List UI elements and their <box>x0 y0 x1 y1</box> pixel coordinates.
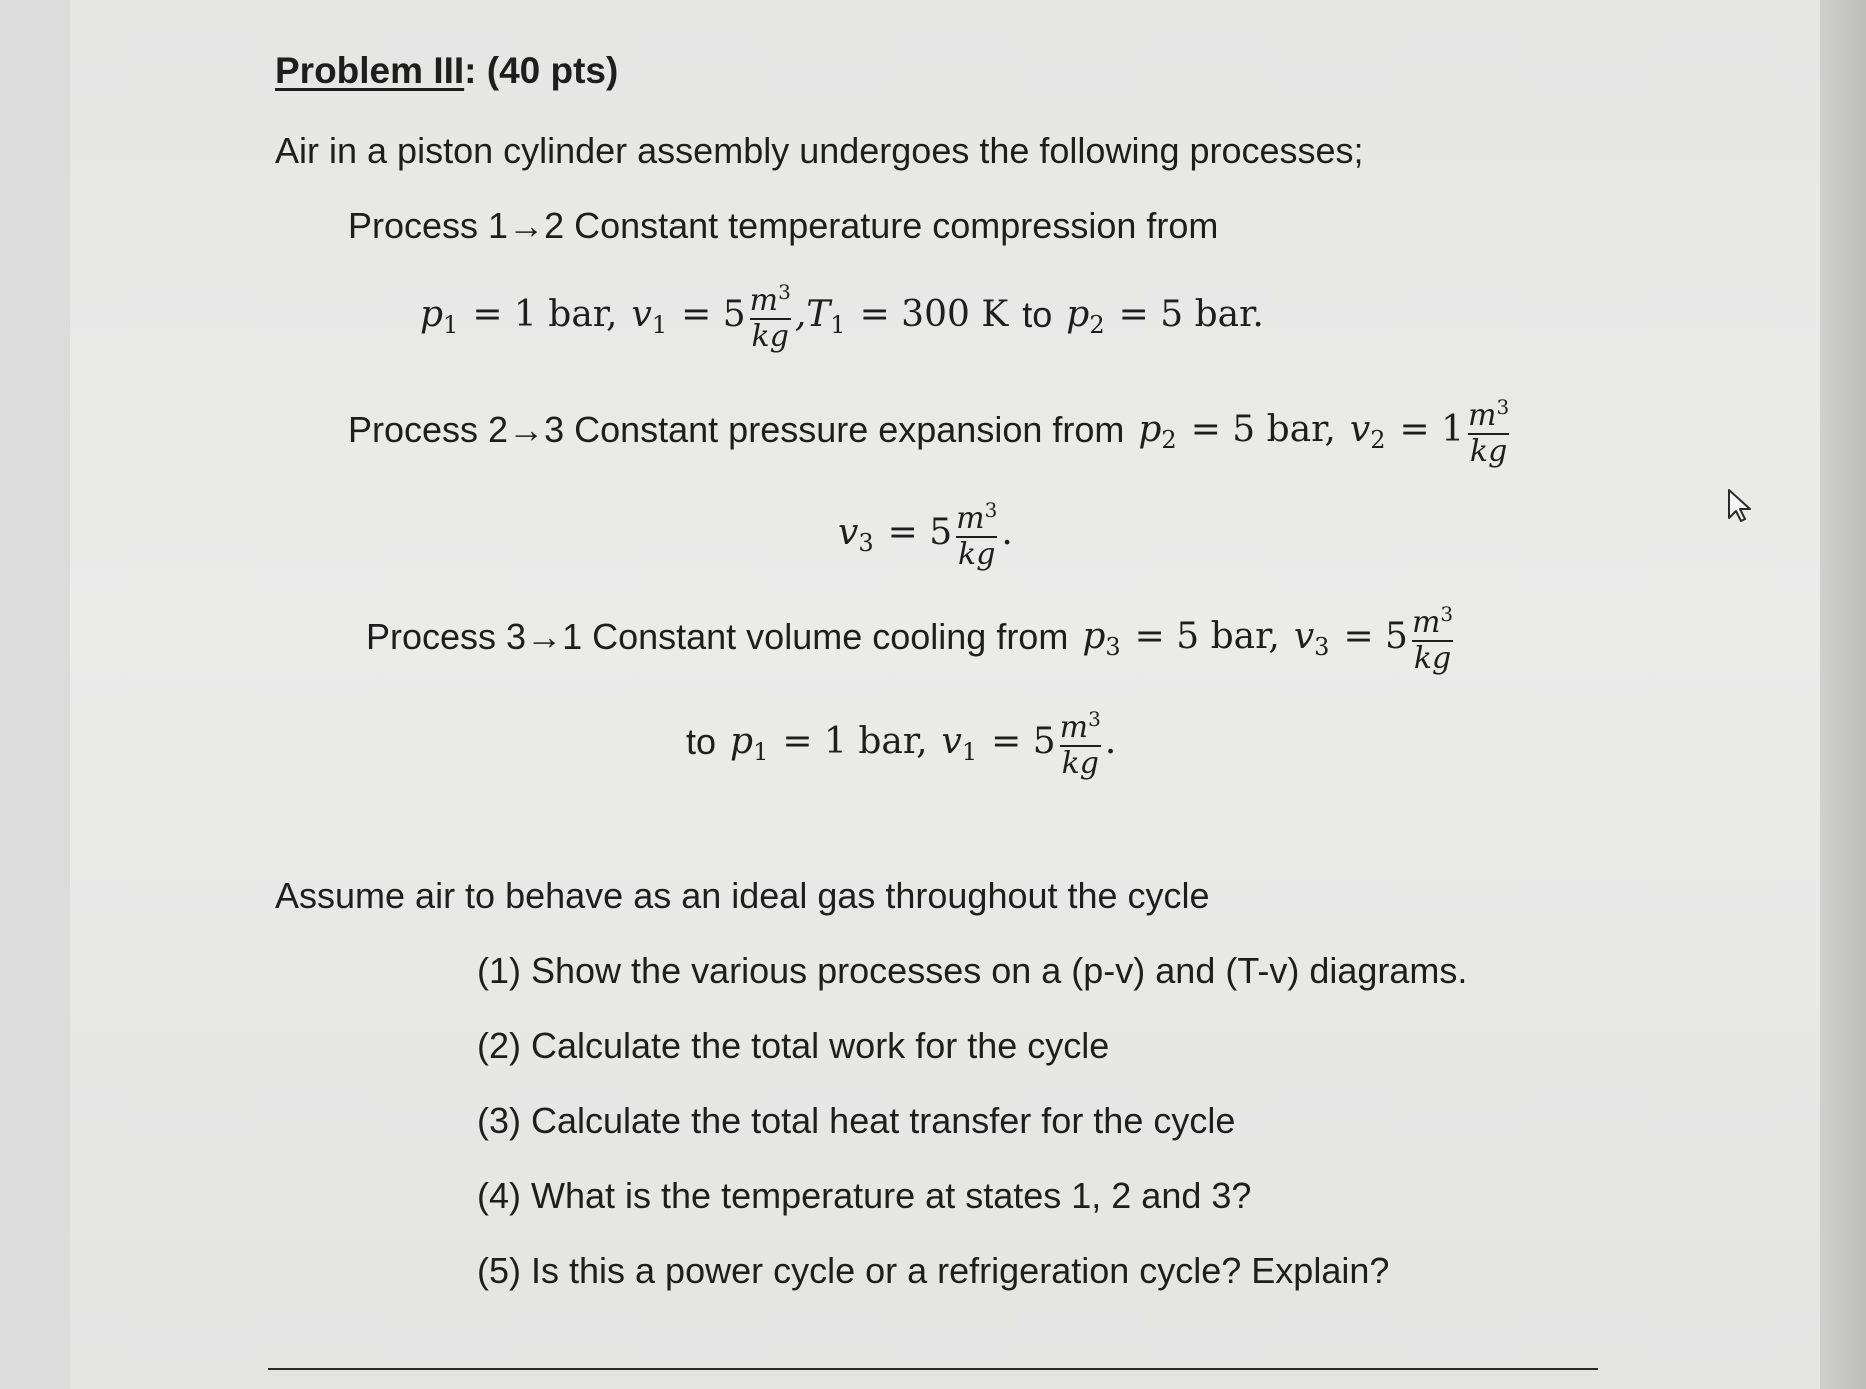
process-23-label: Process 2→3 Constant pressure expansion from <box>348 408 1125 450</box>
problem-title-points: : (40 pts) <box>464 50 619 91</box>
assumption-text: Assume air to behave as an ideal gas throughout the cycle <box>275 875 1210 916</box>
process-31-end-state: to p 1 = 1 bar, v 1 = 5 $\frac{m^3}{kg}$ . <box>686 702 1116 781</box>
process-12-unit-fraction: $\frac{m^3}{kg}$ <box>749 280 791 354</box>
process-31-unit-fraction: $\frac{m^3}{kg}$ <box>1411 602 1454 676</box>
problem-title-underlined: Problem III <box>275 50 465 91</box>
process-23-line: Process 2→3 Constant pressure expansion from p 2 = 5 bar, v 2 = 1 $\frac{m^3}{kg}$ <box>348 390 1513 469</box>
problem-title <box>275 50 618 92</box>
process-12-label: Process 1→2 Constant temperature compression from <box>348 205 1219 246</box>
paper-edge-shadow <box>1820 0 1866 1389</box>
process-23-unit-fraction: $\frac{m^3}{kg}$ <box>1468 395 1510 469</box>
question-5: (5) Is this a power cycle or a refrigeration cycle? Explain? <box>477 1250 1390 1291</box>
problem-intro: Air in a piston cylinder assembly undergoes the following processes; <box>275 130 1364 171</box>
bottom-rule <box>268 1368 1598 1370</box>
process-31-end-unit-fraction: $\frac{m^3}{kg}$ <box>1059 707 1101 781</box>
question-3: (3) Calculate the total heat transfer for the cycle <box>477 1100 1236 1141</box>
process-12-equation: p 1 = 1 bar, v 1 = 5 $\frac{m^3}{kg}$ ,T 1 = 300 K to p 2 = 5 bar. <box>420 275 1264 354</box>
process-31-label: Process 3→1 Constant volume cooling from <box>366 615 1069 657</box>
process-23-v3: v 3 = 5 $\frac{m^3}{kg}$ . <box>838 493 1013 572</box>
process-23-v3-unit-fraction: $\frac{m^3}{kg}$ <box>956 498 998 572</box>
process-31-line: Process 3→1 Constant volume cooling from p 3 = 5 bar, v 3 = 5 $\frac{m^3}{kg}$ <box>366 597 1457 676</box>
question-2: (2) Calculate the total work for the cycle <box>477 1025 1110 1066</box>
question-4: (4) What is the temperature at states 1, 2 and 3? <box>477 1175 1252 1216</box>
question-1: (1) Show the various processes on a (p-v) and (T-v) diagrams. <box>477 950 1468 991</box>
mouse-cursor-icon <box>1726 488 1756 524</box>
